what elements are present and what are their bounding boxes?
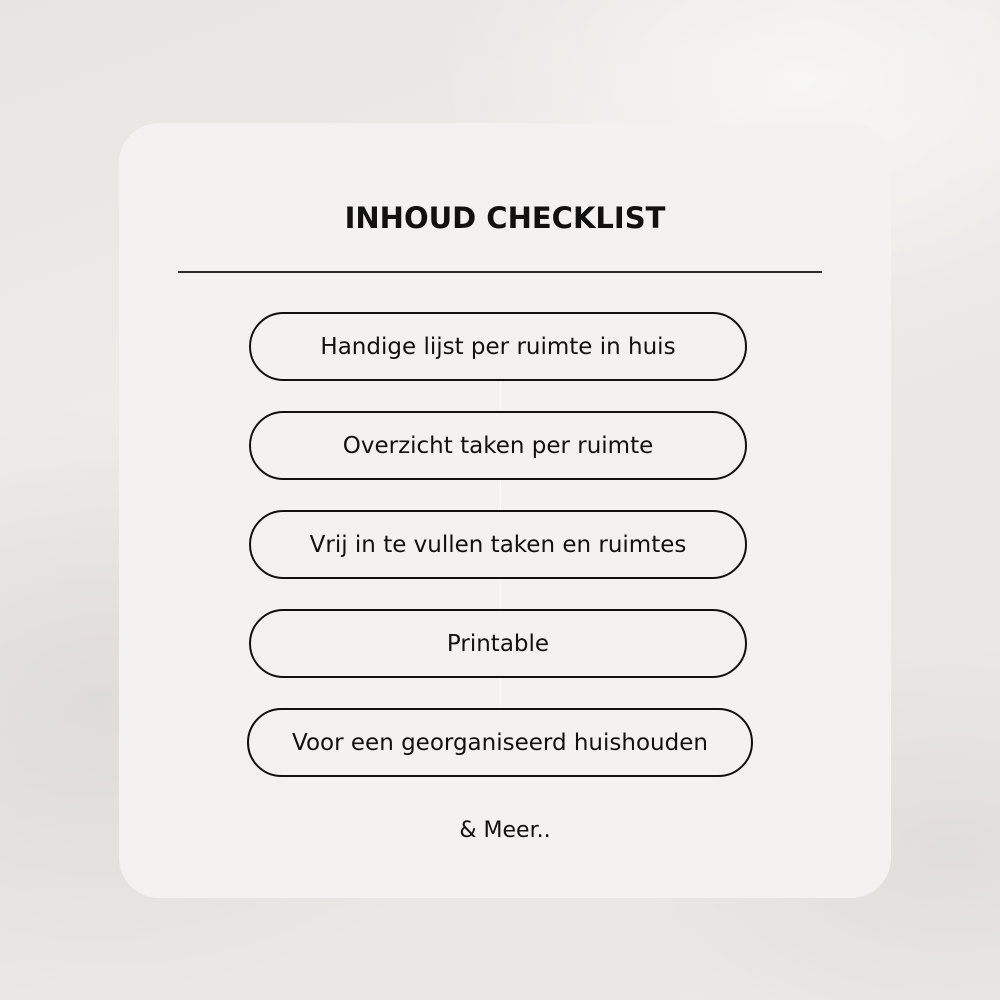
checklist-item-label: Handige lijst per ruimte in huis	[320, 333, 676, 360]
checklist-item-fillable	[249, 510, 747, 579]
checklist-item-label: Printable	[446, 630, 550, 657]
checklist-item-room-list	[249, 312, 747, 381]
checklist-item-label: Vrij in te vullen taken en ruimtes	[309, 531, 687, 558]
checklist-title: INHOUD CHECKLIST	[344, 201, 666, 235]
connector-line	[500, 580, 501, 610]
checklist-item-task-overview	[249, 411, 747, 480]
connector-line	[500, 481, 501, 511]
title-divider	[178, 271, 822, 273]
checklist-item-organized-household	[247, 708, 753, 777]
checklist-card	[119, 123, 891, 898]
checklist-item-label: Voor een georganiseerd huishouden	[292, 729, 708, 756]
checklist-item-label: Overzicht taken per ruimte	[342, 432, 654, 459]
connector-line	[500, 679, 501, 709]
checklist-item-printable	[249, 609, 747, 678]
more-text: & Meer..	[459, 818, 551, 843]
connector-line	[500, 382, 501, 412]
